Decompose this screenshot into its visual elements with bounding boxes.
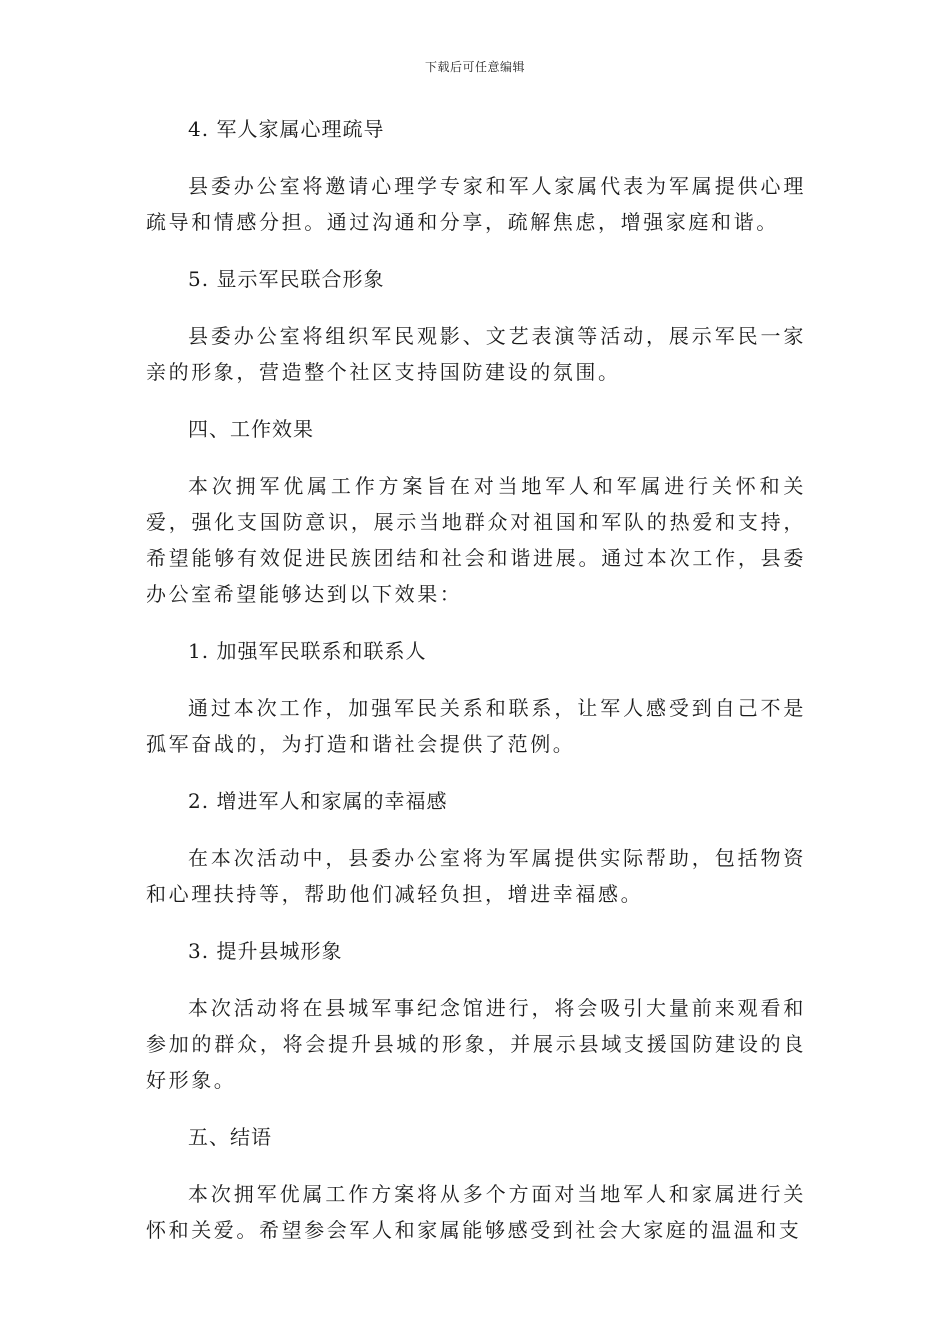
- paragraph-conclusion: 本次拥军优属工作方案将从多个方面对当地军人和家属进行关怀和关爱。希望参会军人和家属能够感受到社会大家庭的温温和支: [146, 1182, 806, 1242]
- paragraph-image: 县委办公室将组织军民观影、文艺表演等活动，展示军民一家亲的形象，营造整个社区支持国防建设的氛围。: [146, 324, 806, 384]
- paragraph-strengthen-ties: 通过本次工作，加强军民关系和联系，让军人感受到自己不是孤军奋战的，为打造和谐社会提供了范例。: [146, 696, 806, 756]
- paragraph-happiness: 在本次活动中，县委办公室将为军属提供实际帮助，包括物资和心理扶持等，帮助他们减轻负担，增进幸福感。: [146, 846, 806, 906]
- section-heading-military-civilian-image: 5. 显示军民联合形象: [188, 267, 385, 291]
- section-heading-strengthen-ties: 1. 加强军民联系和联系人: [188, 639, 427, 663]
- section-heading-conclusion: 五、结语: [188, 1125, 272, 1149]
- section-heading-military-family-counseling: 4. 军人家属心理疏导: [188, 117, 385, 141]
- section-heading-happiness: 2. 增进军人和家属的幸福感: [188, 789, 448, 813]
- paragraph-county-image: 本次活动将在县城军事纪念馆进行，将会吸引大量前来观看和参加的群众，将会提升县城的形象，并展示县域支援国防建设的良好形象。: [146, 996, 806, 1092]
- paragraph-counseling: 县委办公室将邀请心理学专家和军人家属代表为军属提供心理疏导和情感分担。通过沟通和分享，疏解焦虑，增强家庭和谐。: [146, 174, 806, 234]
- section-heading-county-image: 3. 提升县城形象: [188, 939, 343, 963]
- section-heading-work-effects: 四、工作效果: [188, 417, 314, 441]
- document-body: [146, 112, 806, 1270]
- paragraph-work-effects: 本次拥军优属工作方案旨在对当地军人和军属进行关怀和关爱，强化支国防意识，展示当地群众对祖国和军队的热爱和支持，希望能够有效促进民族团结和社会和谐进展。通过本次工作，县委办公室希望能够达到以下效果：: [146, 474, 806, 606]
- header-note: 下载后可任意编辑: [424, 60, 525, 74]
